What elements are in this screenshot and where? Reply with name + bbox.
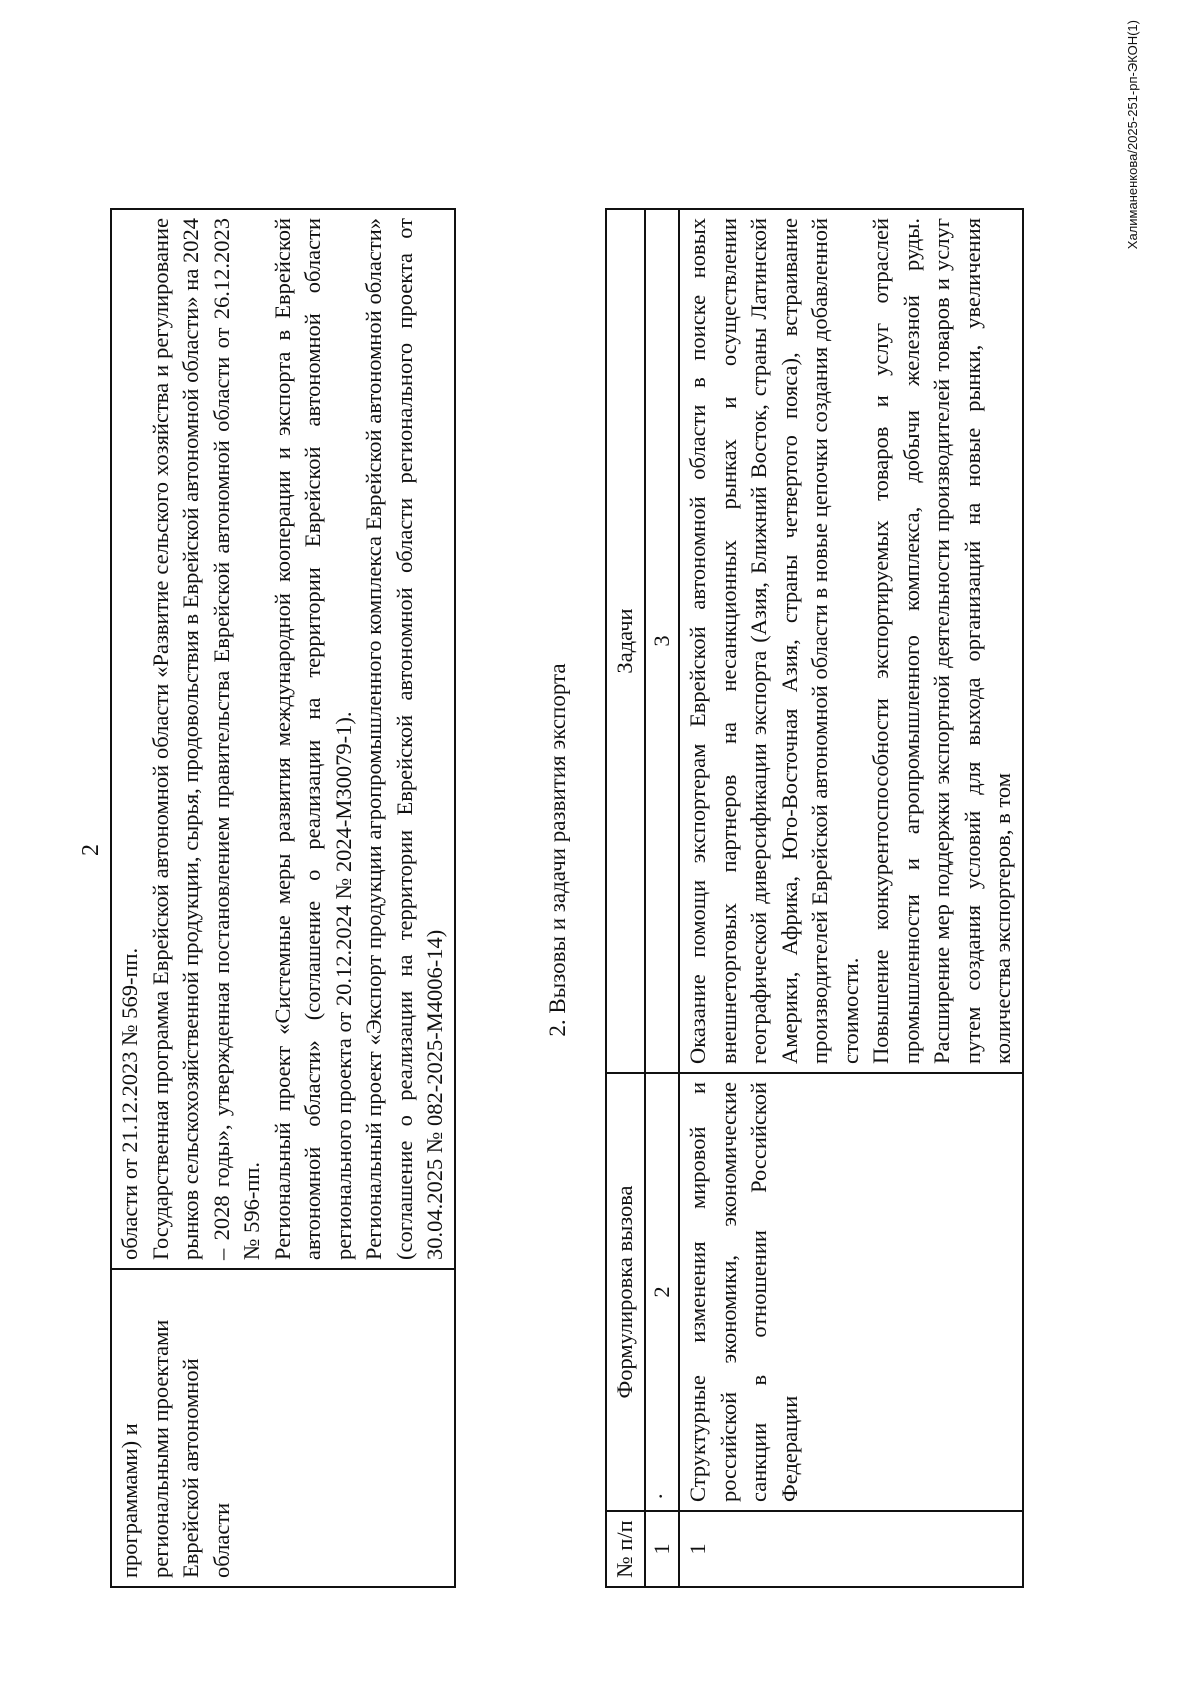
column-number: 3: [645, 209, 680, 1073]
table-row: [111, 209, 455, 1587]
document-reference: Халиманенкова/2025-251-рп-ЭКОН(1): [1125, 20, 1140, 250]
column-header-challenge: Формулировка вызова: [606, 1073, 645, 1511]
stray-mark: ·: [647, 1492, 673, 1500]
program-label-line: Еврейской автономной: [178, 1358, 203, 1578]
column-number: [645, 1073, 680, 1511]
column-header-tasks: Задачи: [606, 209, 645, 1073]
program-item: Региональный проект «Системные меры развития международной кооперации и экспорта в Еврейской автономной области» (соглашение о реализации на территории Еврейской автономной области регионального проекта от 20.12.2024 № 2024-М30079-1).: [269, 218, 356, 1260]
challenge-text: Структурные изменения мировой и российской экономики, экономические санкции в отношении Российской Федерации: [679, 1073, 1023, 1511]
program-label-line: программами) и: [117, 1423, 142, 1578]
table-cell-program-label: [111, 1269, 455, 1587]
continuation-table: [110, 208, 456, 1588]
table-header-row: [606, 209, 645, 1587]
program-label-line: региональными проектами: [147, 1319, 173, 1578]
page-number: 2: [78, 844, 104, 856]
table-row: [679, 209, 1023, 1587]
table-cell-program-list: [111, 209, 455, 1269]
column-number: 1: [645, 1511, 680, 1587]
program-item: области от 21.12.2023 № 569-пп.: [117, 947, 142, 1260]
task-paragraph: Оказание помощи экспортерам Еврейской автономной области в поиске новых внешнеторговых партнеров на несанкционных рынках и осуществлении географической диверсификации экспорта (Азия, Ближний Восток, страны Латинской Америки, Африка, Юго-Восточная Азия, страны четвертого пояса), встраивание производителей Еврейской автономной области в новые цепочки создания добавленной стоимости.: [685, 218, 863, 1064]
column-number-row: [645, 209, 680, 1587]
challenges-table: [605, 208, 1024, 1588]
program-item: Региональный проект «Экспорт продукции агропромышленного комплекса Еврейской автономной области» (соглашение о реализации на территории Еврейской автономной области регионального проекта от 30.04.2025 № 082-2025-М4006-14): [361, 218, 447, 1260]
task-paragraph: Повышение конкурентоспособности экспортируемых товаров и услуг отраслей промышленности и агропромышленного комплекса, добычи железной руды. Расширение мер поддержки экспортной деятельности производителей товаров и услуг путем создания условий для выхода организаций на новые рынки, увеличения количества экспортеров, в том: [868, 218, 1015, 1064]
program-item: Государственная программа Еврейской автономной области «Развитие сельского хозяйства и регулирование рынков сельскохозяйственной продукции, сырья, продовольствия в Еврейской автономной области» на 2024 – 2028 годы», утвержденная постановлением правительства Еврейской автономной области от 26.12.2023 № 596-пп.: [147, 218, 264, 1260]
column-header-number: № п/п: [606, 1511, 645, 1587]
program-label-line: области: [208, 1502, 234, 1578]
tasks-text: [679, 209, 1023, 1073]
row-number: 1: [679, 1511, 1023, 1587]
section-title: 2. Вызовы и задачи развития экспорта: [545, 663, 570, 1037]
column-number-value: 2: [648, 1286, 674, 1298]
